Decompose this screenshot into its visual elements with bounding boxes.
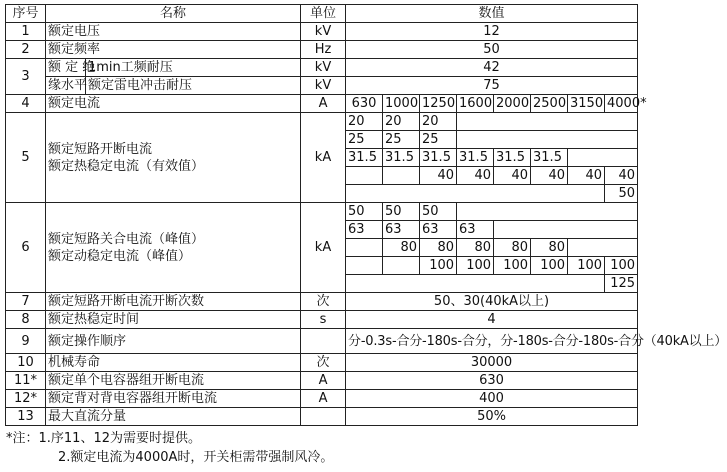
value-cell: 80 [494,239,531,257]
row-value: 分-0.3s-合分-180s-合分，分-180s-合分-180s-合分（40kA以上） [346,329,638,354]
row-name-part-b: 缘水平 [46,77,86,95]
table-row [6,408,638,426]
empty-cell [383,257,420,275]
value-cell: 25 [420,131,457,149]
value-cell: 100 [531,257,568,275]
row-unit: kV [301,23,346,41]
empty-cell [457,113,638,131]
row-no: 5 [6,113,46,203]
value-cell: 40 [605,167,638,185]
row-name: 额定频率 [46,41,301,59]
value-cell: 63 [383,221,420,239]
table-row [6,329,638,354]
table-row [6,23,638,41]
row-unit [301,329,346,354]
row-value: 42 [346,59,638,77]
value-cell: 50 [383,203,420,221]
row-name: 额定短路开断电流开断次数 [46,293,301,311]
row-value: 30000 [346,354,638,372]
value-cell: 50 [605,185,638,203]
value-cell: 25 [346,131,383,149]
value-cell: 100 [494,257,531,275]
row-value: 630 [346,372,638,390]
value-cell: 31.5 [494,149,531,167]
table-row [6,113,638,131]
header-value: 数值 [346,5,638,23]
value-cell: 100 [605,257,638,275]
row-subname: 1min工频耐压 [86,59,301,77]
row-unit [301,408,346,426]
row-value: 4 [346,311,638,329]
current-cell: 3150 [568,95,605,113]
row-no: 3 [6,59,46,95]
row-name-line: 额定短路开断电流 [48,141,153,157]
row-no: 4 [6,95,46,113]
table-row [6,293,638,311]
row-value: 400 [346,390,638,408]
table-row [6,95,638,113]
table-row [6,77,638,95]
row-unit: A [301,95,346,113]
row-no: 8 [6,311,46,329]
empty-cell [346,167,383,185]
footnote-line: 2.额定电流为4000A时，开关柜需带强制风冷。 [58,450,334,465]
row-unit: 次 [301,354,346,372]
row-unit: A [301,372,346,390]
table-row [6,390,638,408]
value-cell: 80 [383,239,420,257]
value-cell: 50 [420,203,457,221]
value-cell: 31.5 [420,149,457,167]
row-unit: 次 [301,293,346,311]
row-no: 9 [6,329,46,354]
empty-cell [346,185,605,203]
row-name-line: 额定动稳定电流（峰值） [48,248,192,264]
current-cell: 1000 [383,95,420,113]
row-value: 12 [346,23,638,41]
current-cell: 1250 [420,95,457,113]
empty-cell [346,275,605,293]
value-cell: 40 [494,167,531,185]
row-name: 额定热稳定时间 [46,311,301,329]
row-unit: s [301,311,346,329]
row-unit: Hz [301,41,346,59]
header-name: 名称 [46,5,301,23]
empty-cell [494,221,638,239]
row-name-part-a: 额 定 绝 [46,59,86,77]
value-cell: 40 [457,167,494,185]
row-unit: kV [301,59,346,77]
row-name: 额定电压 [46,23,301,41]
row-name-line: 额定短路关合电流（峰值） [48,231,205,247]
value-cell: 100 [568,257,605,275]
header-no: 序号 [6,5,46,23]
value-cell: 63 [457,221,494,239]
row-value: 50 [346,41,638,59]
row-name [46,113,301,203]
value-cell: 20 [383,113,420,131]
value-cell: 40 [420,167,457,185]
row-unit: kA [301,113,346,203]
empty-cell [457,203,638,221]
value-cell: 80 [531,239,568,257]
value-cell: 63 [420,221,457,239]
header-unit: 单位 [301,5,346,23]
table-row [6,372,638,390]
row-name [46,203,301,293]
row-name: 额定背对背电容器组开断电流 [46,390,301,408]
value-cell: 31.5 [531,149,568,167]
row-no: 1 [6,23,46,41]
empty-cell [568,149,638,167]
header-row [6,5,638,23]
row-name: 机械寿命 [46,354,301,372]
current-cell: 4000* [605,95,638,113]
value-cell: 31.5 [346,149,383,167]
table-row [6,41,638,59]
row-value: 50、30(40kA以上) [346,293,638,311]
row-no: 7 [6,293,46,311]
empty-cell [457,131,638,149]
value-cell: 20 [420,113,457,131]
row-unit: kV [301,77,346,95]
empty-cell [383,167,420,185]
row-no: 13 [6,408,46,426]
row-no: 12* [6,390,46,408]
row-name-line: 额定热稳定电流（有效值） [48,158,205,174]
value-cell: 63 [346,221,383,239]
value-cell: 40 [568,167,605,185]
row-name: 额定操作顺序 [46,329,301,354]
row-no: 6 [6,203,46,293]
table-row [6,203,638,221]
empty-cell [346,257,383,275]
spec-table [5,4,727,426]
current-cell: 2500 [531,95,568,113]
row-unit: A [301,390,346,408]
footnote-line: *注：1.序11、12为需要时提供。 [6,431,201,446]
row-value: 75 [346,77,638,95]
value-cell: 20 [346,113,383,131]
value-cell: 80 [420,239,457,257]
table-row [6,59,638,77]
row-name: 最大直流分量 [46,408,301,426]
value-cell: 125 [605,275,638,293]
row-no: 10 [6,354,46,372]
current-cell: 630 [346,95,383,113]
row-name: 额定单个电容器组开断电流 [46,372,301,390]
value-cell: 50 [346,203,383,221]
row-no: 11* [6,372,46,390]
value-cell: 31.5 [383,149,420,167]
table-row [6,311,638,329]
empty-cell [568,239,638,257]
value-cell: 100 [420,257,457,275]
current-cell: 1600 [457,95,494,113]
value-cell: 80 [457,239,494,257]
row-name: 额定电流 [46,95,301,113]
row-no: 2 [6,41,46,59]
value-cell: 31.5 [457,149,494,167]
empty-cell [346,239,383,257]
value-cell: 40 [531,167,568,185]
row-subname: 额定雷电冲击耐压 [86,77,301,95]
value-cell: 100 [457,257,494,275]
row-unit: kA [301,203,346,293]
value-cell: 25 [383,131,420,149]
current-cell: 2000 [494,95,531,113]
row-value: 50% [346,408,638,426]
table-row [6,354,638,372]
